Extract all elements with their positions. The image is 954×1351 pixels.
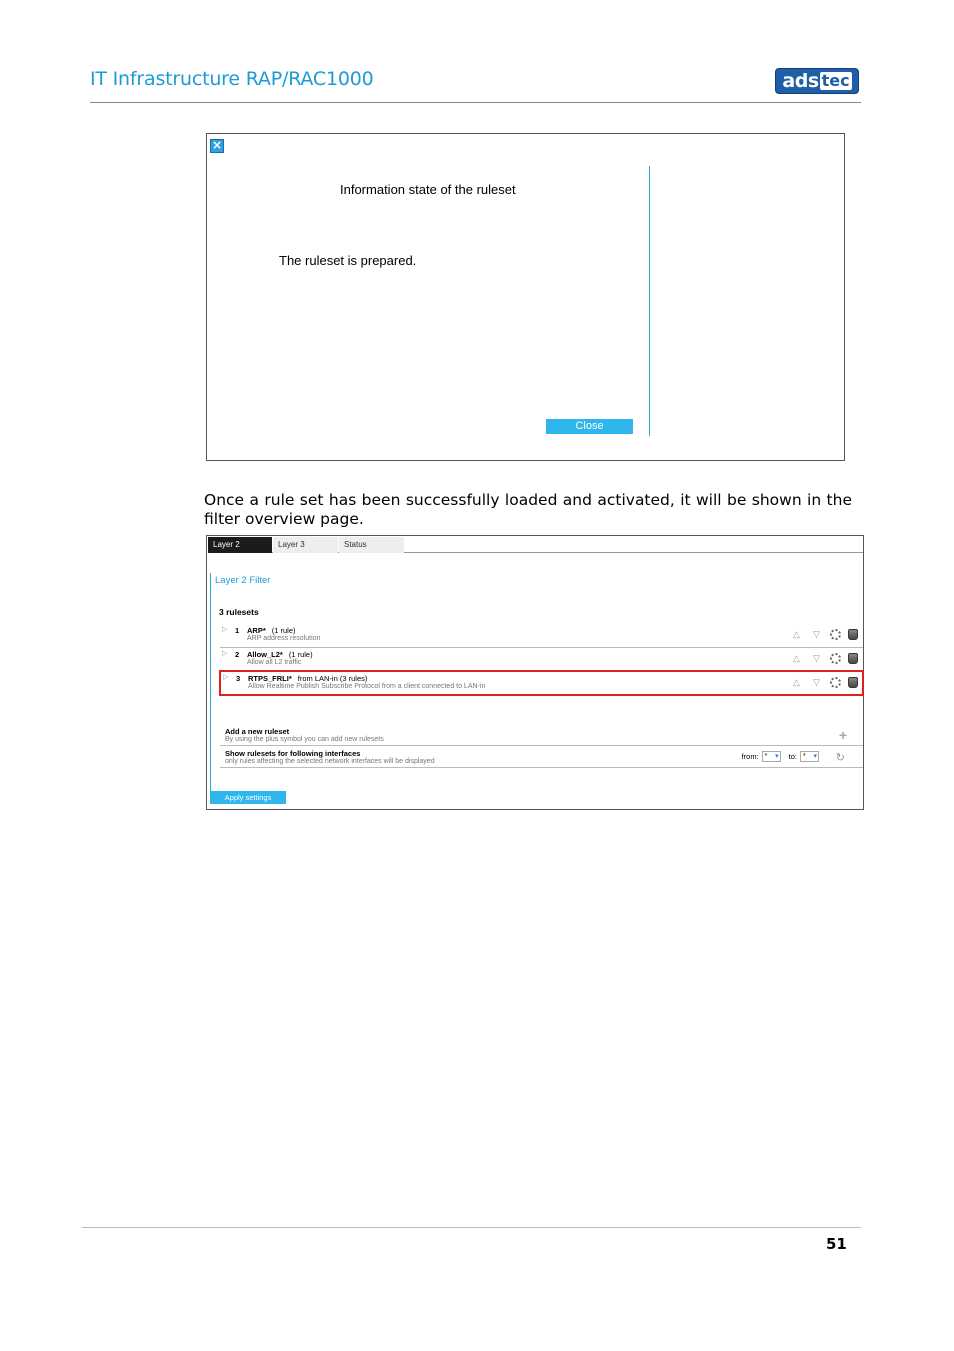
ruleset-rule-count: from LAN-in (3 rules)	[297, 674, 368, 683]
settings-gear-icon[interactable]	[830, 653, 841, 664]
expand-triangle-icon[interactable]: ▷	[223, 674, 229, 681]
interface-filter-description: only rules affecting the selected network interfaces will be displayed	[225, 758, 435, 765]
settings-gear-icon[interactable]	[830, 629, 841, 640]
add-ruleset-title: Add a new ruleset	[225, 727, 290, 736]
filter-accent-line	[210, 573, 211, 793]
delete-bin-icon[interactable]	[848, 677, 858, 688]
interface-filter-row	[220, 748, 863, 768]
delete-bin-icon[interactable]	[848, 653, 858, 664]
ruleset-description: Allow Realtime Publish Subscribe Protocol from a client connected to LAN-in	[248, 683, 486, 690]
logo-text-ads: ads	[782, 70, 819, 92]
ruleset-name	[247, 626, 296, 635]
apply-settings-button[interactable]: Apply settings	[210, 791, 286, 804]
tab-status[interactable]: Status	[339, 537, 404, 553]
logo-text-tec: tec	[821, 71, 850, 90]
ruleset-controls	[790, 653, 858, 664]
ruleset-name	[248, 674, 367, 683]
close-icon[interactable]: ×	[211, 138, 223, 152]
ruleset-info-dialog	[206, 133, 845, 461]
filter-heading: Layer 2 Filter	[215, 575, 271, 586]
tab-layer-3[interactable]: Layer 3	[273, 537, 338, 553]
settings-gear-icon[interactable]	[830, 677, 841, 688]
tab-layer-2[interactable]: Layer 2	[208, 537, 272, 553]
ruleset-controls	[790, 629, 858, 640]
refresh-icon[interactable]: ↻	[835, 752, 845, 764]
ruleset-name	[247, 650, 313, 659]
move-up-icon[interactable]: △	[793, 677, 800, 687]
close-button[interactable]: Close	[546, 419, 633, 434]
interface-filter-title: Show rulesets for following interfaces	[225, 749, 361, 758]
move-up-icon[interactable]: △	[793, 629, 800, 639]
move-down-icon[interactable]: ▽	[813, 653, 820, 663]
filter-overview	[206, 535, 864, 810]
dialog-title: Information state of the ruleset	[340, 182, 516, 197]
dialog-message: The ruleset is prepared.	[279, 253, 417, 268]
ruleset-name-text: Allow_L2*	[247, 650, 283, 659]
ruleset-number: 3	[236, 674, 241, 683]
header-divider	[90, 102, 861, 103]
ruleset-rule-count: (1 rule)	[288, 650, 313, 659]
to-select[interactable]: * ▾	[800, 751, 819, 762]
plus-icon[interactable]: +	[838, 727, 847, 743]
body-paragraph: Once a rule set has been successfully loaded and activated, it will be shown in the filter overview page.	[204, 491, 852, 528]
ruleset-description: ARP address resolution	[247, 635, 321, 642]
from-label: from:	[741, 752, 759, 761]
adstec-logo	[775, 68, 859, 94]
to-label: to:	[788, 752, 797, 761]
ruleset-rule-count: (1 rule)	[271, 626, 296, 635]
move-down-icon[interactable]: ▽	[813, 629, 820, 639]
tab-bar	[208, 537, 863, 553]
ruleset-row-highlighted[interactable]	[219, 670, 864, 696]
interface-selectors	[742, 751, 819, 762]
ruleset-controls	[790, 677, 858, 688]
ruleset-row[interactable]	[220, 648, 863, 672]
ruleset-name-text: ARP*	[247, 626, 266, 635]
delete-bin-icon[interactable]	[848, 629, 858, 640]
add-ruleset-row	[220, 726, 863, 746]
dialog-divider	[649, 166, 650, 436]
from-select[interactable]: * ▾	[762, 751, 781, 762]
expand-triangle-icon[interactable]: ▷	[222, 650, 228, 657]
ruleset-description: Allow all L2 traffic	[247, 659, 302, 666]
footer-divider	[82, 1227, 861, 1228]
page-number: 51	[826, 1235, 847, 1253]
ruleset-name-text: RTPS_FRLI*	[248, 674, 292, 683]
move-up-icon[interactable]: △	[793, 653, 800, 663]
expand-triangle-icon[interactable]: ▷	[222, 626, 228, 633]
add-ruleset-description: By using the plus symbol you can add new rulesets	[225, 736, 384, 743]
rulesets-count: 3 rulesets	[219, 607, 259, 617]
move-down-icon[interactable]: ▽	[813, 677, 820, 687]
ruleset-number: 2	[235, 650, 240, 659]
ruleset-number: 1	[235, 626, 240, 635]
document-title: IT Infrastructure RAP/RAC1000	[90, 68, 374, 90]
ruleset-row[interactable]	[220, 624, 863, 648]
